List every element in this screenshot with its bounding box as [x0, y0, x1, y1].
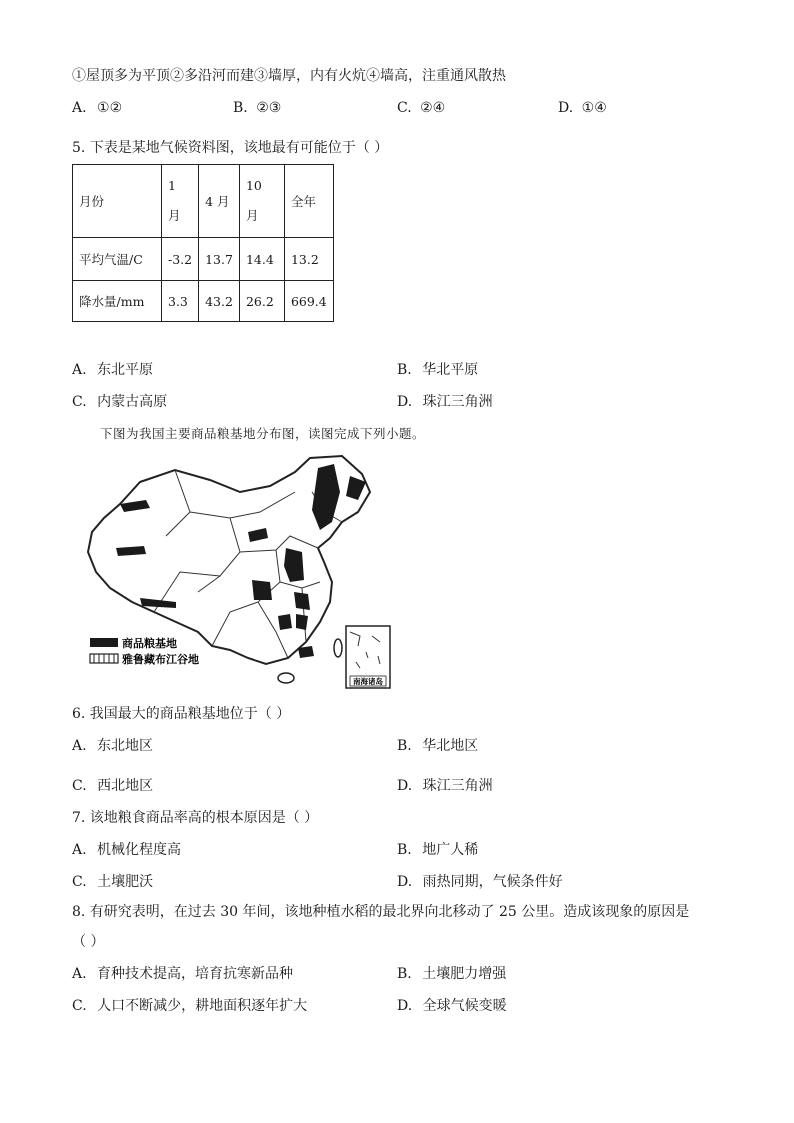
option-text: ②③ [256, 100, 282, 116]
china-grain-base-map [80, 452, 400, 692]
header-jan-unit: 月 [168, 208, 181, 223]
q6-option-c[interactable] [72, 776, 153, 796]
table-row [73, 281, 334, 322]
option-text: 土壤肥力增强 [422, 966, 507, 982]
q8-option-d[interactable] [397, 996, 507, 1016]
table-header-cell: 4 月 [199, 165, 240, 238]
option-letter: A. [72, 842, 87, 858]
south-china-sea-inset [346, 626, 390, 688]
option-letter: C. [72, 874, 87, 890]
grain-base-pearl [298, 646, 314, 658]
q4-option-a[interactable] [72, 98, 122, 118]
option-text: 华北平原 [422, 362, 479, 378]
q7-option-b[interactable] [397, 840, 478, 860]
climate-table [72, 164, 334, 322]
q7-stem: 7. 该地粮食商品率高的根本原因是（ ） [72, 810, 319, 826]
table-header-cell [239, 165, 284, 238]
option-letter: B. [397, 738, 412, 754]
table-cell: 26.2 [239, 281, 284, 322]
option-text: ①② [97, 100, 123, 116]
q5-option-c[interactable] [72, 392, 167, 412]
q4-option-b[interactable] [233, 98, 281, 118]
q6-stem: 6. 我国最大的商品粮基地位于（ ） [72, 706, 291, 722]
taiwan-island [334, 639, 342, 657]
q8-stem-line2: （ ） [72, 934, 105, 950]
q7-option-c[interactable] [72, 872, 153, 892]
option-letter: C. [72, 394, 87, 410]
q4-option-c[interactable] [397, 98, 445, 118]
option-text: ①④ [581, 100, 607, 116]
option-letter: B. [397, 362, 412, 378]
header-oct-num: 10 [245, 178, 262, 193]
option-text: 内蒙古高原 [97, 394, 168, 410]
option-letter: D. [397, 874, 413, 890]
option-text: 西北地区 [97, 778, 154, 794]
map-legend [90, 636, 199, 666]
q7-option-d[interactable] [397, 872, 563, 892]
grain-base-jianghuai [294, 592, 310, 610]
option-letter: B. [233, 100, 248, 116]
q4-option-d[interactable] [558, 98, 607, 118]
header-jan-num: 1 [168, 178, 176, 193]
q8-option-c[interactable] [72, 996, 307, 1016]
table-header-row [73, 165, 334, 238]
table-header-cell [162, 165, 199, 238]
q8-option-a[interactable] [72, 964, 293, 984]
option-text: 雨热同期，气候条件好 [422, 874, 563, 890]
option-letter: A. [72, 362, 87, 378]
option-letter: D. [397, 998, 413, 1014]
option-text: 土壤肥沃 [97, 874, 154, 890]
option-text: 华北地区 [422, 738, 479, 754]
q8-stem-line1: 8. 有研究表明，在过去 30 年间，该地种植水稻的最北界向北移动了 25 公里。造成该现象的原因是 [72, 904, 690, 920]
table-cell: 3.3 [162, 281, 199, 322]
table-header-cell: 月份 [73, 165, 162, 238]
header-oct-unit: 月 [245, 208, 259, 223]
grain-base-poyang [296, 614, 308, 630]
table-row [73, 238, 334, 281]
option-letter: C. [72, 998, 87, 1014]
inset-label: 南海诸岛 [353, 677, 383, 686]
option-letter: B. [397, 966, 412, 982]
option-letter: C. [72, 778, 87, 794]
table-cell: 降水量/mm [73, 281, 162, 322]
option-letter: D. [558, 100, 574, 116]
table-cell: -3.2 [162, 238, 199, 281]
option-letter: D. [397, 394, 413, 410]
option-text: 东北平原 [97, 362, 154, 378]
option-text: 珠江三角洲 [422, 394, 493, 410]
option-text: 全球气候变暖 [422, 998, 507, 1014]
option-text: 育种技术提高，培育抗寒新品种 [97, 966, 294, 982]
option-letter: A. [72, 100, 87, 116]
table-cell: 14.4 [239, 238, 284, 281]
option-letter: A. [72, 966, 87, 982]
option-letter: D. [397, 778, 413, 794]
option-letter: A. [72, 738, 87, 754]
grain-base-dongting [278, 614, 292, 630]
q5-option-a[interactable] [72, 360, 153, 380]
q6-option-d[interactable] [397, 776, 493, 796]
option-letter: C. [397, 100, 412, 116]
table-cell: 13.7 [199, 238, 240, 281]
option-text: 地广人稀 [422, 842, 479, 858]
table-cell: 669.4 [284, 281, 333, 322]
q5-option-d[interactable] [397, 392, 493, 412]
q6-option-a[interactable] [72, 736, 153, 756]
option-text: ②④ [420, 100, 446, 116]
option-text: 人口不断减少，耕地面积逐年扩大 [97, 998, 308, 1014]
q5-stem: 5. 下表是某地气候资料图，该地最有可能位于（ ） [72, 140, 389, 156]
q8-option-b[interactable] [397, 964, 506, 984]
table-cell: 13.2 [284, 238, 333, 281]
table-header-cell: 全年 [284, 165, 333, 238]
option-text: 东北地区 [97, 738, 154, 754]
option-letter: B. [397, 842, 412, 858]
table-cell: 平均气温/C [73, 238, 162, 281]
option-text: 机械化程度高 [97, 842, 182, 858]
legend-swatch-grain-base [90, 638, 118, 647]
legend-label-yarlung: 雅鲁藏布江谷地 [122, 653, 199, 666]
q5-option-b[interactable] [397, 360, 478, 380]
grain-base-sichuan [252, 580, 272, 600]
q7-option-a[interactable] [72, 840, 181, 860]
legend-label-grain-base: 商品粮基地 [122, 637, 177, 650]
hainan-island [278, 673, 294, 683]
q6-option-b[interactable] [397, 736, 478, 756]
map-intro: 下图为我国主要商品粮基地分布图，读图完成下列小题。 [100, 426, 426, 441]
option-text: 珠江三角洲 [422, 778, 493, 794]
table-cell: 43.2 [199, 281, 240, 322]
q4-statement: ①屋顶多为平顶②多沿河而建③墙厚，内有火炕④墙高，注重通风散热 [72, 68, 506, 84]
